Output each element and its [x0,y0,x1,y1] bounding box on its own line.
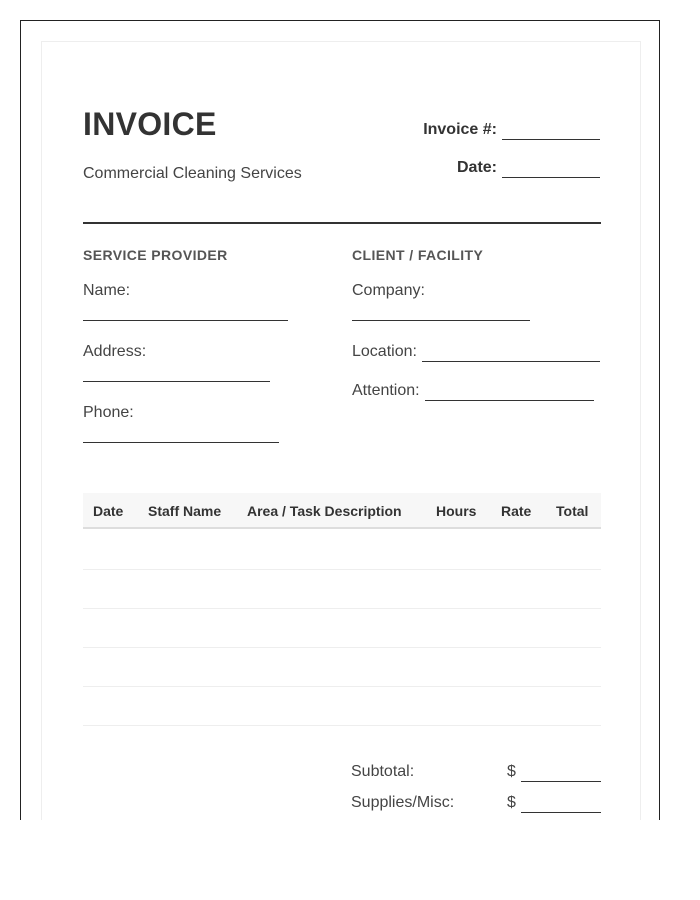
invoice-subtitle: Commercial Cleaning Services [83,165,302,182]
subtotal-currency: $ [507,763,516,780]
table-row[interactable] [83,570,601,609]
table-row[interactable] [83,687,601,726]
table-row[interactable] [83,609,601,648]
provider-address-label: Address: [83,343,147,360]
provider-phone-label: Phone: [83,404,134,421]
column-header-task-description: Area / Task Description [247,503,402,519]
invoice-number-field[interactable] [423,120,600,140]
supplies-misc-line[interactable] [521,798,601,813]
header-divider [83,222,601,224]
provider-name-line[interactable] [83,320,288,321]
column-header-staff-name: Staff Name [148,503,222,519]
table-row[interactable] [83,648,601,687]
client-company-line[interactable] [352,320,530,321]
invoice-date-field[interactable] [457,158,600,178]
provider-phone-line[interactable] [83,442,279,443]
invoice-date-line[interactable] [502,163,600,178]
supplies-misc-field[interactable] [507,793,601,813]
column-header-date: Date [93,503,124,519]
client-attention-line[interactable] [425,386,594,401]
subtotal-line[interactable] [521,767,601,782]
service-provider-heading: SERVICE PROVIDER [83,247,228,263]
client-company-label: Company: [352,282,425,299]
client-attention-field[interactable] [352,381,594,401]
line-items-table-header [83,493,601,529]
table-row[interactable] [83,531,601,570]
supplies-misc-label: Supplies/Misc: [351,794,455,811]
page-frame [20,20,660,820]
invoice-title: INVOICE [83,106,217,142]
invoice-number-line[interactable] [502,125,600,140]
invoice-date-label: Date: [456,159,497,176]
invoice-number-label: Invoice #: [423,121,497,138]
client-location-field[interactable] [352,342,600,362]
subtotal-field[interactable] [507,762,601,782]
supplies-misc-currency: $ [507,794,516,811]
provider-name-label: Name: [83,282,131,299]
client-location-label: Location: [352,343,417,360]
column-header-rate: Rate [501,503,532,519]
subtotal-label: Subtotal: [351,763,415,780]
client-facility-heading: CLIENT / FACILITY [352,247,484,263]
client-location-line[interactable] [422,347,600,362]
client-attention-label: Attention: [352,382,420,399]
column-header-hours: Hours [436,503,477,519]
invoice-sheet [41,41,641,820]
provider-address-line[interactable] [83,381,270,382]
column-header-total: Total [556,503,589,519]
